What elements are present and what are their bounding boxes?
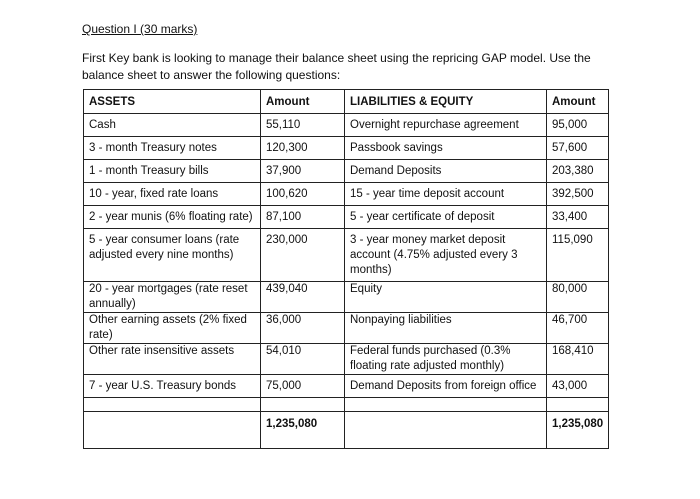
asset-cell: 1 - month Treasury bills [84, 160, 261, 183]
table-row [84, 137, 609, 160]
balance-sheet-table [83, 89, 609, 449]
table-header-row [84, 90, 609, 114]
asset-cell: 2 - year munis (6% floating rate) [84, 206, 261, 229]
liability-cell: 3 - year money market deposit account (4.75% adjusted every 3 months) [345, 229, 547, 282]
assets-total-cell: 1,235,080 [261, 412, 345, 449]
liability-cell: Demand Deposits [345, 160, 547, 183]
table-row [84, 229, 609, 282]
assets-header: ASSETS [84, 90, 261, 114]
asset-amount-cell: 87,100 [261, 206, 345, 229]
liability-cell: 15 - year time deposit account [345, 183, 547, 206]
liabilities-total-cell: 1,235,080 [547, 412, 609, 449]
liability-amount-cell: 43,000 [547, 375, 609, 398]
asset-amount-cell: 75,000 [261, 375, 345, 398]
liability-cell: 5 - year certificate of deposit [345, 206, 547, 229]
asset-cell: 10 - year, fixed rate loans [84, 183, 261, 206]
empty-cell [345, 398, 547, 412]
liability-cell: Passbook savings [345, 137, 547, 160]
liability-cell: Nonpaying liabilities [345, 313, 547, 344]
liability-amount-cell: 46,700 [547, 313, 609, 344]
liabilities-header: LIABILITIES & EQUITY [345, 90, 547, 114]
table-row [84, 313, 609, 344]
table-row [84, 375, 609, 398]
assets-amount-header: Amount [261, 90, 345, 114]
asset-amount-cell: 54,010 [261, 344, 345, 375]
empty-cell [345, 412, 547, 449]
asset-amount-cell: 230,000 [261, 229, 345, 282]
asset-amount-cell: 37,900 [261, 160, 345, 183]
question-intro: First Key bank is looking to manage their balance sheet using the repricing GAP model. Use the balance sheet to answer the following questions: [82, 51, 591, 82]
table-row [84, 344, 609, 375]
liability-amount-cell: 115,090 [547, 229, 609, 282]
liability-cell: Overnight repurchase agreement [345, 114, 547, 137]
empty-cell [261, 398, 345, 412]
asset-amount-cell: 120,300 [261, 137, 345, 160]
empty-cell [84, 398, 261, 412]
totals-row [84, 412, 609, 449]
table-row [84, 160, 609, 183]
question-title: Question I (30 marks) [82, 22, 198, 36]
table-row [84, 206, 609, 229]
table-row [84, 114, 609, 137]
liability-amount-cell: 168,410 [547, 344, 609, 375]
liability-cell: Demand Deposits from foreign office [345, 375, 547, 398]
asset-cell: 5 - year consumer loans (rate adjusted every nine months) [84, 229, 261, 282]
asset-amount-cell: 100,620 [261, 183, 345, 206]
asset-cell: 7 - year U.S. Treasury bonds [84, 375, 261, 398]
asset-cell: 3 - month Treasury notes [84, 137, 261, 160]
liability-amount-cell: 95,000 [547, 114, 609, 137]
liability-amount-cell: 80,000 [547, 282, 609, 313]
liability-amount-cell: 203,380 [547, 160, 609, 183]
empty-row [84, 398, 609, 412]
liability-cell: Equity [345, 282, 547, 313]
liabilities-amount-header: Amount [547, 90, 609, 114]
table-row [84, 282, 609, 313]
asset-amount-cell: 439,040 [261, 282, 345, 313]
asset-amount-cell: 36,000 [261, 313, 345, 344]
asset-amount-cell: 55,110 [261, 114, 345, 137]
empty-cell [84, 412, 261, 449]
asset-cell: 20 - year mortgages (rate reset annually) [84, 282, 261, 313]
liability-amount-cell: 33,400 [547, 206, 609, 229]
asset-cell: Other rate insensitive assets [84, 344, 261, 375]
liability-amount-cell: 392,500 [547, 183, 609, 206]
liability-cell: Federal funds purchased (0.3% floating rate adjusted monthly) [345, 344, 547, 375]
liability-amount-cell: 57,600 [547, 137, 609, 160]
asset-cell: Other earning assets (2% fixed rate) [84, 313, 261, 344]
asset-cell: Cash [84, 114, 261, 137]
empty-cell [547, 398, 609, 412]
table-row [84, 183, 609, 206]
